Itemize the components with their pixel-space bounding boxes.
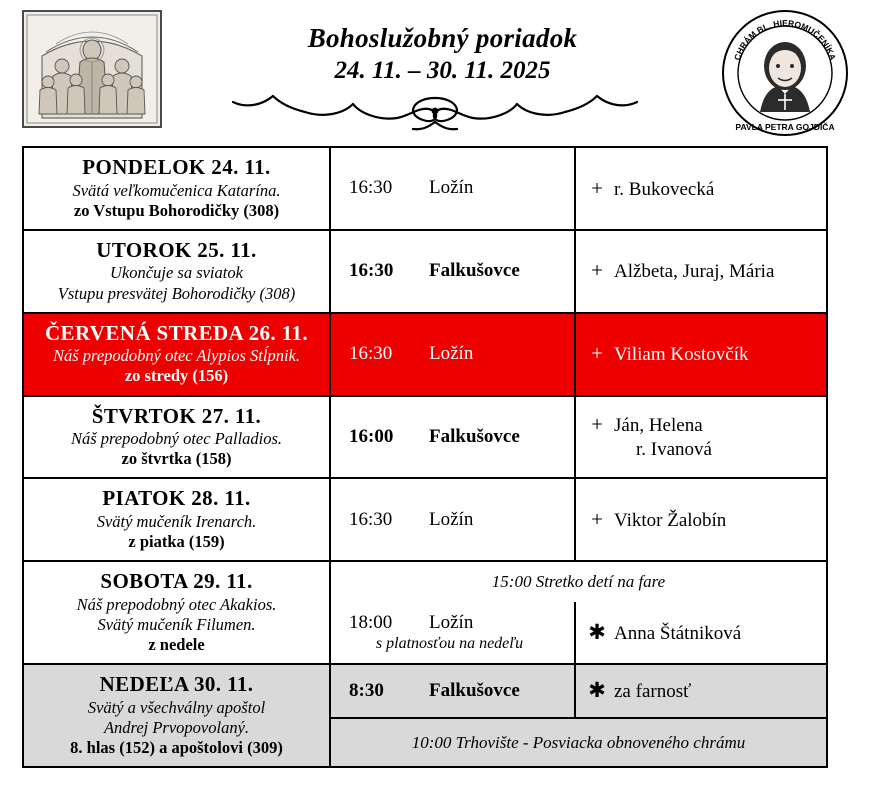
service-note: s platnosťou na nedeľu [375,635,524,653]
svg-text:CHRÁM BL. HIEROMUČENÍKA: CHRÁM BL. HIEROMUČENÍKA [731,17,839,62]
parish-seal-icon [720,8,850,138]
intention-mark: + [591,506,603,531]
table-row-highlighted [23,313,827,396]
extra-event-cell [330,718,827,767]
service-place: Ložín [429,612,474,634]
day-saint-line-1: Svätý a všechválny apoštol [87,697,266,717]
intention-cell [575,230,827,313]
time-cell [330,230,575,313]
extra-event-cell [330,561,827,601]
time-cell [330,478,575,561]
intention-text: Viliam Kostovčík [614,344,749,366]
ornamental-divider-icon [225,88,645,136]
intention-mark: + [591,412,603,437]
service-place: Falkušovce [429,260,520,282]
intention-text: r. Bukovecká [614,178,715,200]
day-saint: Svätá veľkomučenica Katarína. [72,180,281,200]
service-place: Ložín [429,508,474,530]
intention-text-sub: r. Ivanová [636,439,712,460]
day-name: UTOROK 25. 11. [96,237,257,262]
intention-mark: + [591,258,603,283]
day-saint: Svätý mučeník Irenarch. [96,512,257,532]
table-row [23,147,827,230]
intention-text-main: Ján, Helena [614,415,703,437]
schedule-table [22,146,828,768]
day-saint: Náš prepodobný otec Palladios. [70,429,283,449]
intention-mark: + [591,175,603,200]
service-place: Falkušovce [429,426,520,447]
intention-text: za farnosť [614,681,692,703]
day-cell [23,561,330,664]
time-cell [330,602,575,665]
intention-mark: ✱ [588,619,606,644]
intention-cell [575,313,827,396]
day-reference: z piatka (159) [128,532,225,552]
day-saint-line-1: Ukončujе sa sviatok [110,263,243,283]
day-saint: Náš prepodobný otec Alypios Stĺpnik. [52,346,300,366]
day-reference: z nedele [148,635,205,655]
day-saint-line-1: Náš prepodobný otec Akakios. [76,594,277,614]
intention-cell [575,396,827,479]
service-time: 16:30 [349,508,393,530]
time-cell [330,313,575,396]
time-cell [330,147,575,230]
intention-cell [575,602,827,665]
title-line-1: Bohoslužobný poriadok [307,23,578,53]
service-place: Ložín [429,343,474,365]
day-cell [23,396,330,479]
service-place: Ložín [429,177,474,199]
service-time: 8:30 [349,680,384,702]
day-name: PONDELOK 24. 11. [82,155,271,179]
day-name: NEDEĽA 30. 11. [99,672,254,697]
title-line-2: 24. 11. – 30. 11. 2025 [334,56,551,84]
service-time: 16:30 [349,260,394,282]
intention-cell [575,478,827,561]
table-row-sunday [23,664,827,718]
service-time: 16:30 [349,177,393,199]
day-saint-line-2: Svätý mučeník Filumen. [97,615,256,635]
intention-text: Viktor Žalobín [614,509,727,531]
day-name: PIATOK 28. 11. [102,486,251,511]
intention-text [614,414,712,462]
intention-text: Alžbeta, Juraj, Mária [614,261,775,283]
header [0,0,870,140]
extra-event-text: 15:00 Stretko detí na fare [491,572,666,592]
day-name: ČERVENÁ STREDA 26. 11. [44,320,309,345]
day-name: SOBOTA 29. 11. [100,569,253,594]
day-saint-line-2: Andrej Prvopovolaný. [103,718,250,738]
day-cell [23,664,330,767]
page-title [190,22,695,86]
intention-cell [575,147,827,230]
intention-cell [575,664,827,718]
table-row [23,561,827,601]
day-cell [23,230,330,313]
intention-mark: ✱ [588,678,606,703]
day-reference: zo stredy (156) [124,366,229,386]
day-cell [23,478,330,561]
intention-mark: + [591,341,603,366]
day-name: ŠTVRTOK 27. 11. [91,403,262,428]
table-row [23,478,827,561]
day-reference: zo štvrtka (158) [121,449,232,469]
day-reference: 8. hlas (152) a apoštolovi (309) [70,738,283,758]
table-row [23,396,827,479]
intention-text: Anna Štátniková [614,622,742,644]
service-place: Falkušovce [429,680,520,702]
service-time: 16:30 [349,343,393,365]
day-reference: zo Vstupu Bohorodičky (308) [73,200,280,220]
day-saint-line-2: Vstupu presvätej Bohorodičky (308) [57,283,296,303]
extra-event-text: 10:00 Trhovište - Posviacka obnoveného chrámu [411,732,746,752]
service-time: 18:00 [349,612,393,634]
day-cell [23,147,330,230]
time-cell [330,664,575,718]
time-cell [330,396,575,479]
day-cell [23,313,330,396]
pokrov-icon [22,10,162,128]
service-time: 16:00 [349,426,394,447]
table-row [23,230,827,313]
svg-text:PAVLA PETRA GOJDIČA: PAVLA PETRA GOJDIČA [735,122,835,132]
